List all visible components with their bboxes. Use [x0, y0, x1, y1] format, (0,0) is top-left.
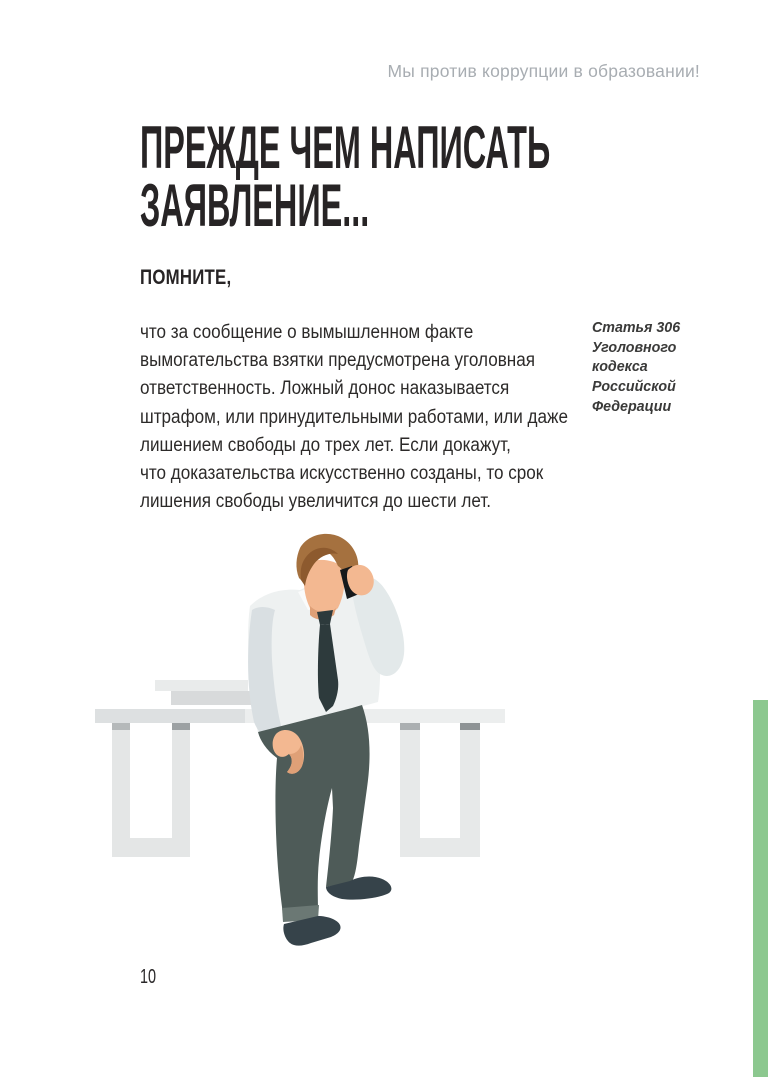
page-number: 10 [140, 966, 157, 988]
desk-left-leg-cap-left [112, 723, 130, 730]
body-line: лишением свободы до трех лет. Если докажут, [140, 434, 511, 456]
body-line: что за сообщение о вымышленном факте [140, 322, 474, 343]
side-note-line: Уголовного [592, 338, 677, 356]
body-line: ответственность. Ложный донос наказывается [140, 378, 510, 400]
illustration-man-on-phone-at-desk [90, 530, 510, 950]
desk-tabletop-shade [95, 709, 245, 723]
desk-left-leg-cap-right [172, 723, 190, 730]
side-note-line: Федерации [592, 397, 672, 415]
green-accent-bar [753, 700, 768, 1077]
desk-right-leg-cap-left [400, 723, 420, 730]
body-paragraph [140, 319, 568, 516]
law-reference-note [592, 318, 680, 417]
body-line: что доказательства искусственно созданы, то срок [140, 463, 544, 485]
side-note-line: Российской [592, 378, 676, 396]
side-note-line: Статья 306 [592, 319, 681, 336]
shelf-mid-bar [171, 691, 252, 705]
green-accent-bar-fill [753, 700, 768, 1077]
page-title-line-1: ПРЕЖДЕ ЧЕМ НАПИСАТЬ [140, 114, 551, 181]
desk-left-leg [112, 723, 190, 857]
page-title [140, 114, 551, 239]
body-line: вымогательства взятки предусмотрена уголовная [140, 350, 536, 372]
desk-right-leg-cap-right [460, 723, 480, 730]
side-note-line: кодекса [592, 358, 648, 376]
shelf-top-bar [155, 680, 248, 691]
page-title-line-2: ЗАЯВЛЕНИЕ... [140, 172, 370, 239]
body-line: лишения свободы увеличится до шести лет. [140, 491, 492, 513]
subheading: ПОМНИТЕ, [140, 266, 232, 289]
desk-right-leg [400, 723, 480, 857]
header-slogan: Мы против коррупции в образовании! [387, 61, 700, 81]
body-line: штрафом, или принудительными работами, или даже [140, 406, 568, 428]
